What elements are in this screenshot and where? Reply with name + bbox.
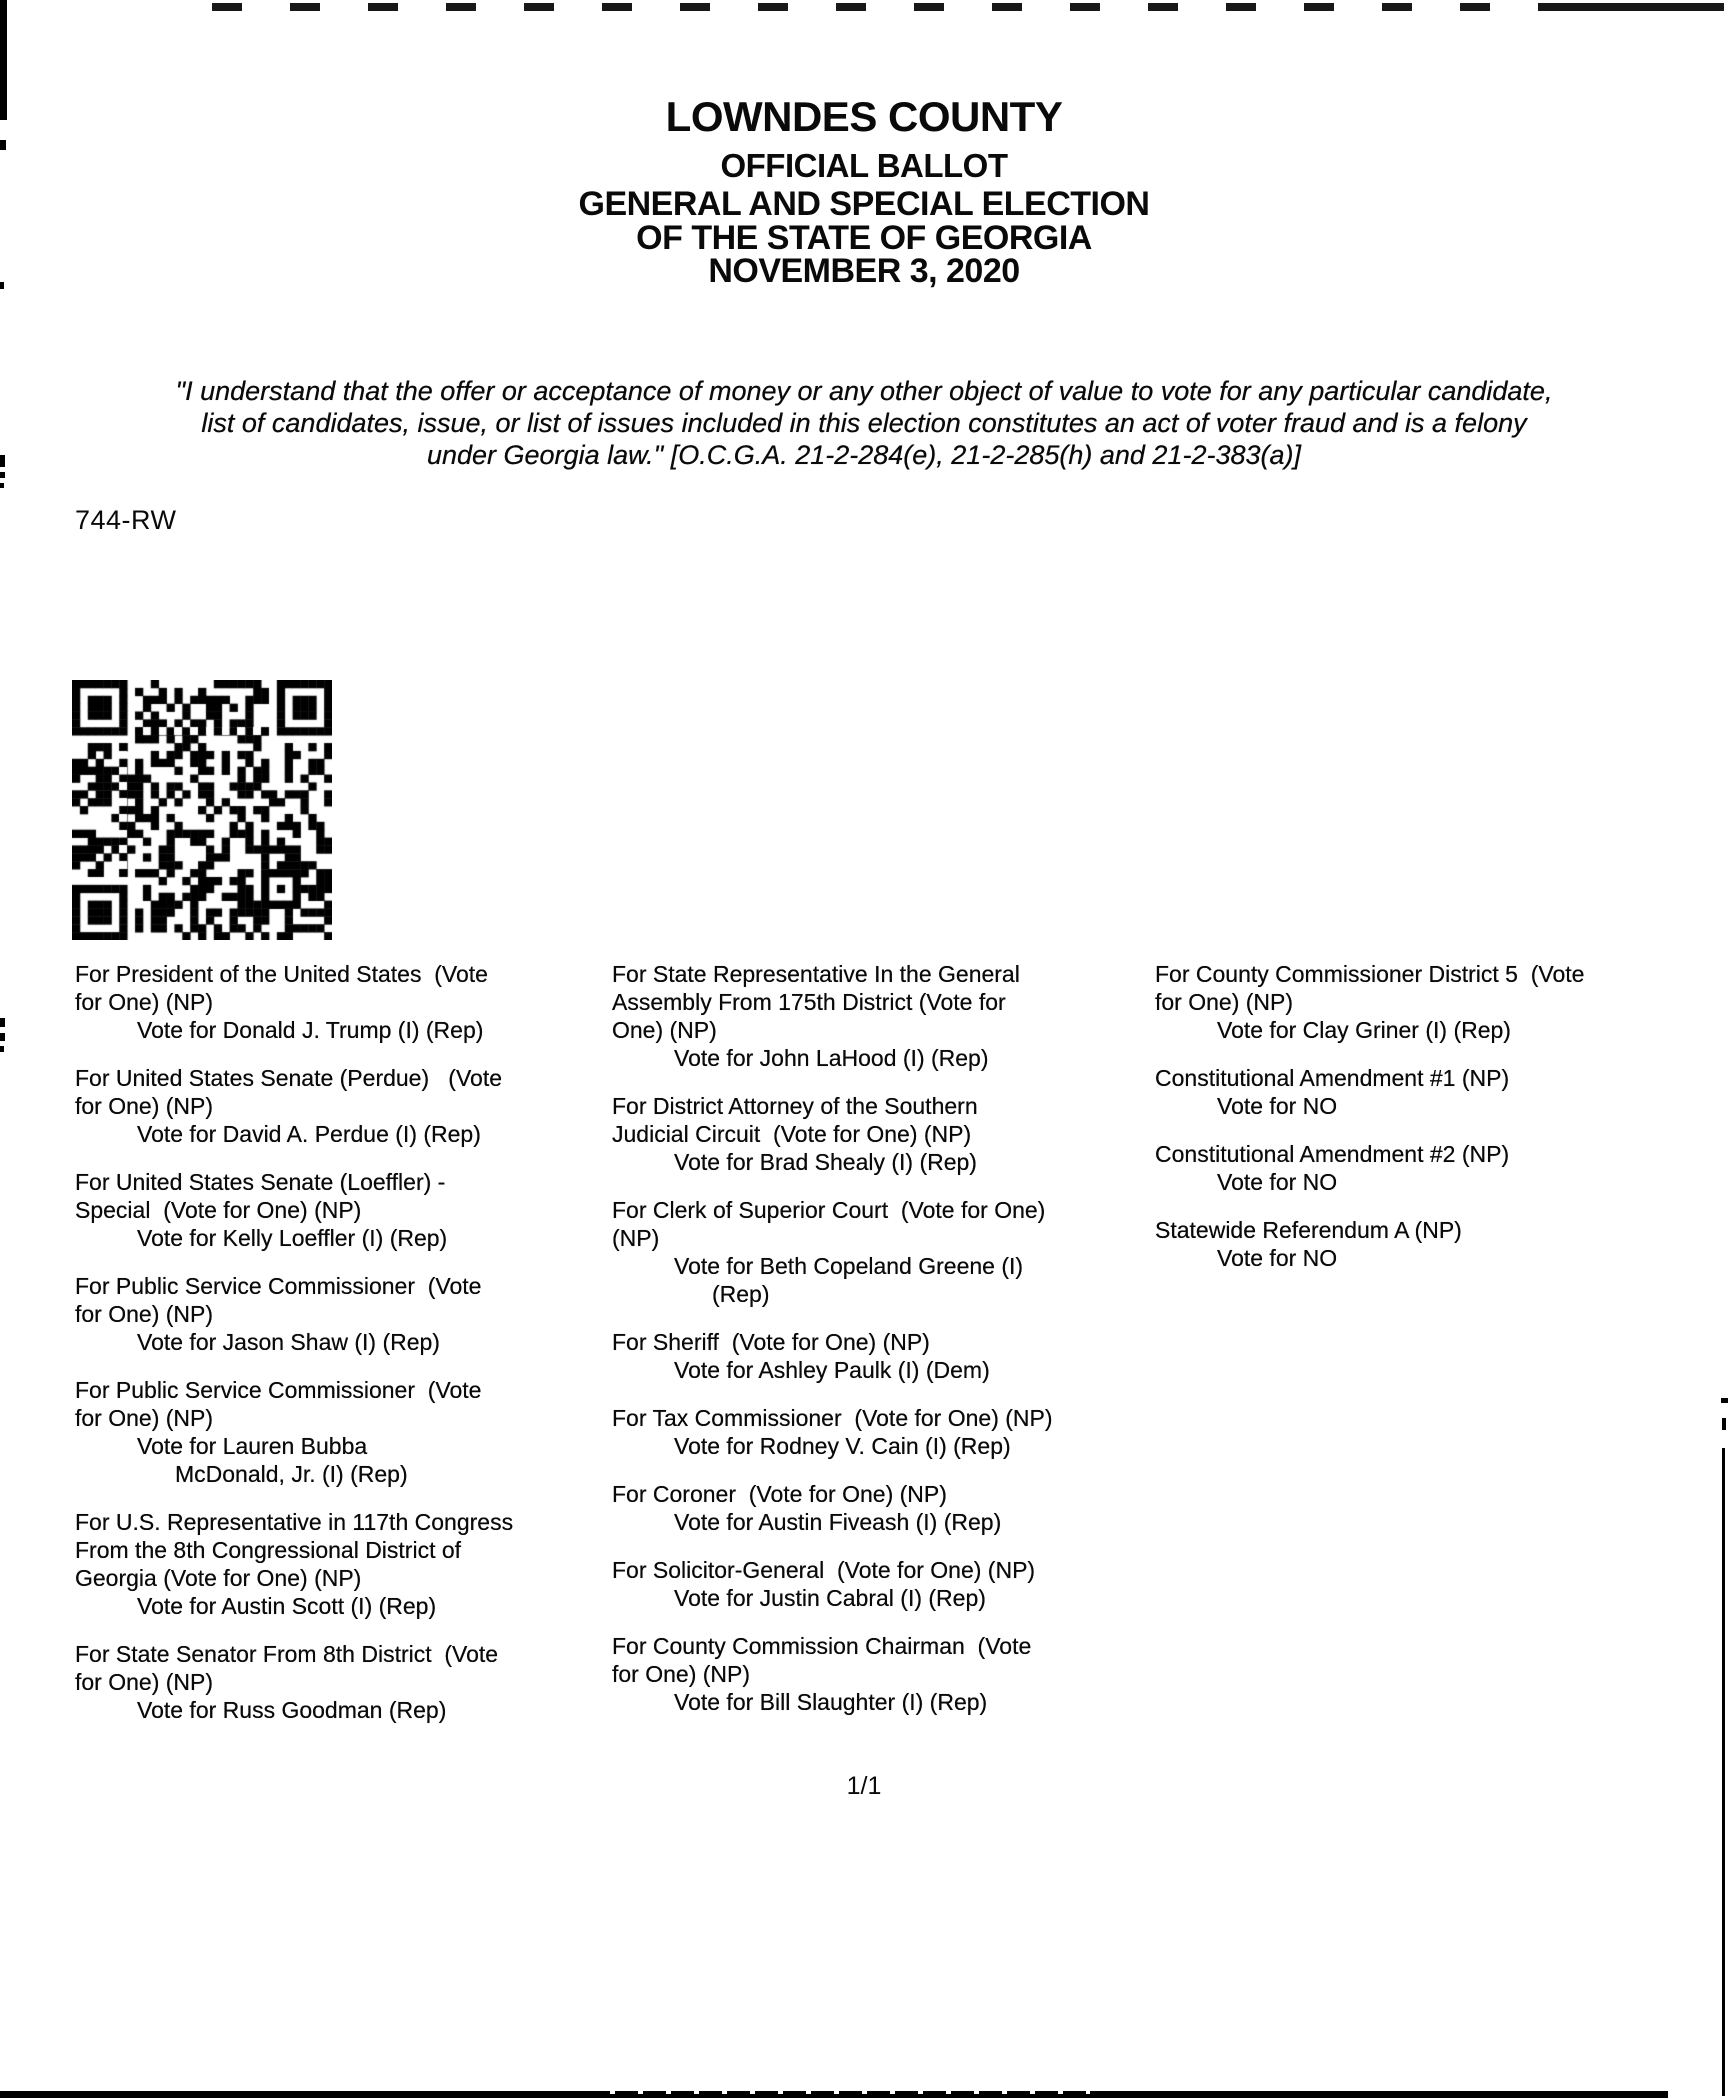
contest-office-line: Constitutional Amendment #1 (NP): [1155, 1065, 1510, 1091]
contest-vote-line: Vote for Donald J. Trump (I) (Rep): [137, 1017, 484, 1043]
contest-office-line: for One) (NP): [75, 1301, 214, 1327]
contest-office-line: Constitutional Amendment #2 (NP): [1155, 1141, 1510, 1167]
election-title-line2: OF THE STATE OF GEORGIA: [636, 219, 1092, 257]
fraud-disclaimer-line: list of candidates, issue, or list of issues included in this election constitutes an act of voter fraud and is a felony: [201, 408, 1527, 438]
contest-office-line: From the 8th Congressional District of: [75, 1537, 462, 1563]
contest-vote-line: Vote for NO: [1217, 1093, 1338, 1119]
contest-office-line: (NP): [612, 1225, 660, 1251]
contest-block: [1155, 1064, 1728, 1120]
contest-office-line: for One) (NP): [75, 1405, 214, 1431]
contest-office-line: For Solicitor-General (Vote for One) (NP): [612, 1557, 1036, 1583]
contest-vote-line: Vote for Justin Cabral (I) (Rep): [674, 1585, 986, 1611]
contest-block: [1155, 1216, 1728, 1272]
contest-office-line: For Public Service Commissioner (Vote: [75, 1377, 482, 1403]
ballot-column-1: [75, 960, 610, 1744]
contest-vote-line: Vote for Lauren Bubba: [137, 1433, 368, 1459]
election-date: NOVEMBER 3, 2020: [708, 252, 1020, 290]
scan-artifact-tick: [0, 483, 4, 488]
contest-block: [75, 960, 610, 1044]
scan-artifact-tick: [0, 472, 5, 478]
page-number: 1/1: [846, 1772, 882, 1800]
contest-office-line: For Coroner (Vote for One) (NP): [612, 1481, 947, 1507]
contest-block: [612, 1092, 1147, 1176]
ballot-column-3: [1155, 960, 1728, 1292]
contest-office-line: For United States Senate (Loeffler) -: [75, 1169, 446, 1195]
contest-office-line: For Clerk of Superior Court (Vote for One): [612, 1197, 1046, 1223]
contest-office-line: for One) (NP): [1155, 989, 1294, 1015]
ballot-column-2: [612, 960, 1147, 1736]
contest-vote-line: Vote for Austin Scott (I) (Rep): [137, 1593, 437, 1619]
contest-block: [612, 1328, 1147, 1384]
contest-vote-line: Vote for Beth Copeland Greene (I): [674, 1253, 1024, 1279]
contest-block: [75, 1168, 610, 1252]
contest-block: [1155, 1140, 1728, 1196]
scan-artifact-tick: [0, 1033, 5, 1041]
scan-artifact-tick: [0, 1046, 4, 1052]
contest-vote-line: Vote for Ashley Paulk (I) (Dem): [674, 1357, 990, 1383]
contest-vote-line: Vote for Bill Slaughter (I) (Rep): [674, 1689, 988, 1715]
contest-office-line: For County Commission Chairman (Vote: [612, 1633, 1032, 1659]
contest-block: [75, 1376, 610, 1488]
contest-office-line: For United States Senate (Perdue) (Vote: [75, 1065, 503, 1091]
county-title: LOWNDES COUNTY: [665, 93, 1063, 140]
contest-vote-line: Vote for David A. Perdue (I) (Rep): [137, 1121, 481, 1147]
contest-vote-line: Vote for Austin Fiveash (I) (Rep): [674, 1509, 1002, 1535]
election-title-line1: GENERAL AND SPECIAL ELECTION: [578, 185, 1150, 223]
contest-block: [75, 1508, 610, 1620]
scan-artifact-bottom-edge: [0, 2091, 1668, 2098]
contest-vote-line: Vote for Russ Goodman (Rep): [137, 1697, 447, 1723]
contest-office-line: For Sheriff (Vote for One) (NP): [612, 1329, 930, 1355]
contest-block: [75, 1064, 610, 1148]
contest-office-line: for One) (NP): [75, 989, 214, 1015]
contest-vote-line: Vote for Kelly Loeffler (I) (Rep): [137, 1225, 448, 1251]
scan-artifact-tick: [0, 1018, 5, 1027]
contest-office-line: for One) (NP): [75, 1669, 214, 1695]
contest-office-line: For U.S. Representative in 117th Congress: [75, 1509, 514, 1535]
contest-vote-line: Vote for Clay Griner (I) (Rep): [1217, 1017, 1511, 1043]
contest-office-line: For State Representative In the General: [612, 961, 1020, 987]
contest-block: [612, 1480, 1147, 1536]
contest-office-line: Georgia (Vote for One) (NP): [75, 1565, 362, 1591]
contest-vote-line: Vote for John LaHood (I) (Rep): [674, 1045, 989, 1071]
contest-block: [612, 960, 1147, 1072]
fraud-disclaimer-line: under Georgia law." [O.C.G.A. 21-2-284(e), 21-2-285(h) and 21-2-383(a)]: [426, 440, 1302, 470]
contest-block: [612, 1556, 1147, 1612]
contest-block: [612, 1632, 1147, 1716]
contest-office-line: Statewide Referendum A (NP): [1155, 1217, 1462, 1243]
contest-vote-line: (Rep): [712, 1281, 770, 1307]
contest-block: [1155, 960, 1728, 1044]
contest-office-line: For State Senator From 8th District (Vote: [75, 1641, 499, 1667]
contest-office-line: For Public Service Commissioner (Vote: [75, 1273, 482, 1299]
contest-block: [612, 1404, 1147, 1460]
contest-office-line: For Tax Commissioner (Vote for One) (NP): [612, 1405, 1053, 1431]
qr-code: [72, 680, 332, 940]
contest-vote-line: Vote for NO: [1217, 1169, 1338, 1195]
contest-vote-line: Vote for Brad Shealy (I) (Rep): [674, 1149, 977, 1175]
precinct-code: 744-RW: [75, 505, 177, 535]
contest-office-line: for One) (NP): [75, 1093, 214, 1119]
contest-office-line: For County Commissioner District 5 (Vote: [1155, 961, 1585, 987]
ballot-type-title: OFFICIAL BALLOT: [720, 147, 1008, 184]
contest-vote-line: McDonald, Jr. (I) (Rep): [175, 1461, 408, 1487]
contest-office-line: Assembly From 175th District (Vote for: [612, 989, 1006, 1015]
contest-vote-line: Vote for NO: [1217, 1245, 1338, 1271]
fraud-disclaimer-line: "I understand that the offer or acceptance of money or any other object of value to vote for any particular candidate,: [175, 376, 1553, 406]
contest-office-line: For District Attorney of the Southern: [612, 1093, 978, 1119]
contest-vote-line: Vote for Jason Shaw (I) (Rep): [137, 1329, 440, 1355]
contest-vote-line: Vote for Rodney V. Cain (I) (Rep): [674, 1433, 1011, 1459]
contest-office-line: for One) (NP): [612, 1661, 751, 1687]
contest-block: [75, 1272, 610, 1356]
contest-office-line: Special (Vote for One) (NP): [75, 1197, 362, 1223]
contest-office-line: One) (NP): [612, 1017, 717, 1043]
contest-block: [612, 1196, 1147, 1308]
contest-office-line: Judicial Circuit (Vote for One) (NP): [612, 1121, 972, 1147]
scan-artifact-tick: [1721, 1398, 1728, 1403]
contest-block: [75, 1640, 610, 1724]
scan-artifact-top-edge: [212, 3, 1728, 11]
contest-office-line: For President of the United States (Vote: [75, 961, 488, 987]
scan-artifact-tick: [1722, 1418, 1726, 1430]
